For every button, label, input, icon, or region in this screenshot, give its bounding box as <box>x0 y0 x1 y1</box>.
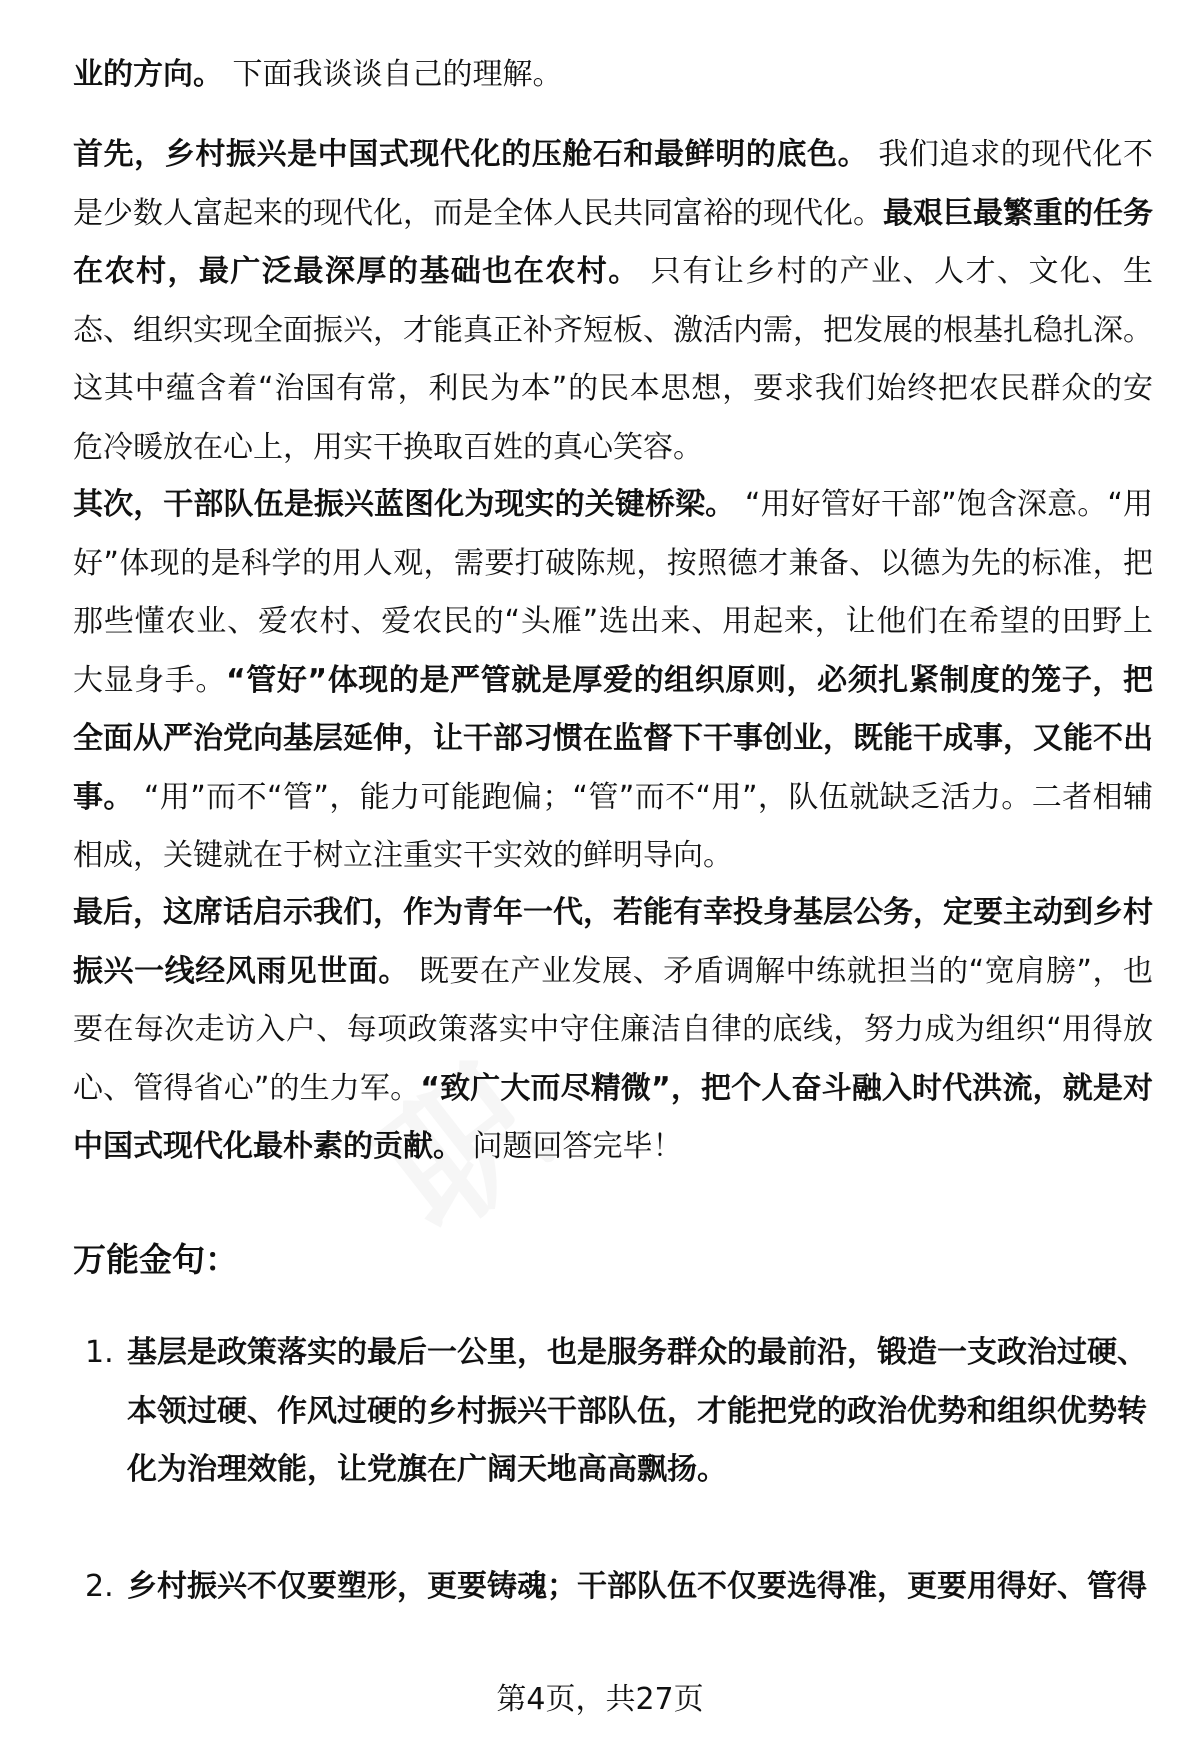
paragraph-bold-2: 最艰巨最繁重的任务在农村，最广泛最深厚的基础也在农村。 <box>73 195 1153 289</box>
list-text: 乡村振兴不仅要塑形，更要铸魂；干部队伍不仅要选得准，更要用得好、管得 <box>127 1569 1147 1604</box>
paragraph-first <box>73 126 1153 477</box>
paragraph-second <box>73 476 1153 886</box>
paragraph-intro-end <box>73 46 1153 105</box>
page-number-footer: 第4页，共27页 <box>496 1682 704 1717</box>
paragraph-bold-2: “致广大而尽精微”，把个人奋斗融入时代洪流，就是对中国式现代化最朴素的贡献。 <box>73 1070 1153 1164</box>
paragraph-text: 既要在产业发展、矛盾调解中练就担当的“宽肩膀”，也要在每次走访入户、每项政策落实中守住廉洁自律的底线，努力成为组织“用得放心、管得省心”的生力军。 <box>73 953 1153 1106</box>
paragraph-bold: 业的方向。 <box>73 57 223 92</box>
paragraph-bold: 其次，干部队伍是振兴蓝图化为现实的关键桥梁。 <box>73 487 736 522</box>
list-number: 2. <box>85 1569 114 1604</box>
paragraph-text-2: 只有让乡村的产业、人才、文化、生态、组织实现全面振兴，才能真正补齐短板、激活内需，把发展的根基扎稳扎深。这其中蕴含着“治国有常，利民为本”的民本思想，要求我们始终把农民群众的安危冷暖放在心上，用实干换取百姓的真心笑容。 <box>73 254 1153 465</box>
paragraph-text-2: “用”而不“管”，能力可能跑偏；“管”而不“用”，队伍就缺乏活力。二者相辅相成，关键就在于树立注重实干实效的鲜明导向。 <box>73 779 1154 873</box>
paragraph-text-2: 问题回答完毕！ <box>463 1129 683 1164</box>
paragraph-bold: 首先，乡村振兴是中国式现代化的压舱石和最鲜明的底色。 <box>73 137 869 172</box>
paragraph-last <box>73 884 1153 1177</box>
paragraph-text: 下面我谈谈自己的理解。 <box>223 57 563 92</box>
list-text: 基层是政策落实的最后一公里，也是服务群众的最前沿，锻造一支政治过硬、本领过硬、作风过硬的乡村振兴干部队伍，才能把党的政治优势和组织优势转化为治理效能，让党旗在广阔天地高高飘扬。 <box>127 1335 1147 1487</box>
paragraph-text: 我们追求的现代化不是少数人富起来的现代化，而是全体人民共同富裕的现代化。 <box>73 137 1153 231</box>
list-number: 1. <box>85 1335 114 1370</box>
paragraph-bold: 最后，这席话启示我们，作为青年一代，若能有幸投身基层公务，定要主动到乡村振兴一线经风雨见世面。 <box>73 895 1153 989</box>
paragraph-text: “用好管好干部”饱含深意。“用好”体现的是科学的用人观，需要打破陈规，按照德才兼备、以德为先的标准，把那些懂农业、爱农村、爱农民的“头雁”选出来、用起来，让他们在希望的田野上大显身手。 <box>73 487 1153 698</box>
section-heading: 万能金句： <box>73 1240 238 1279</box>
paragraph-bold-2: “管好”体现的是严管就是厚爱的组织原则，必须扎紧制度的笼子，把全面从严治党向基层延伸，让干部习惯在监督下干事创业，既能干成事，又能不出事。 <box>73 662 1153 815</box>
